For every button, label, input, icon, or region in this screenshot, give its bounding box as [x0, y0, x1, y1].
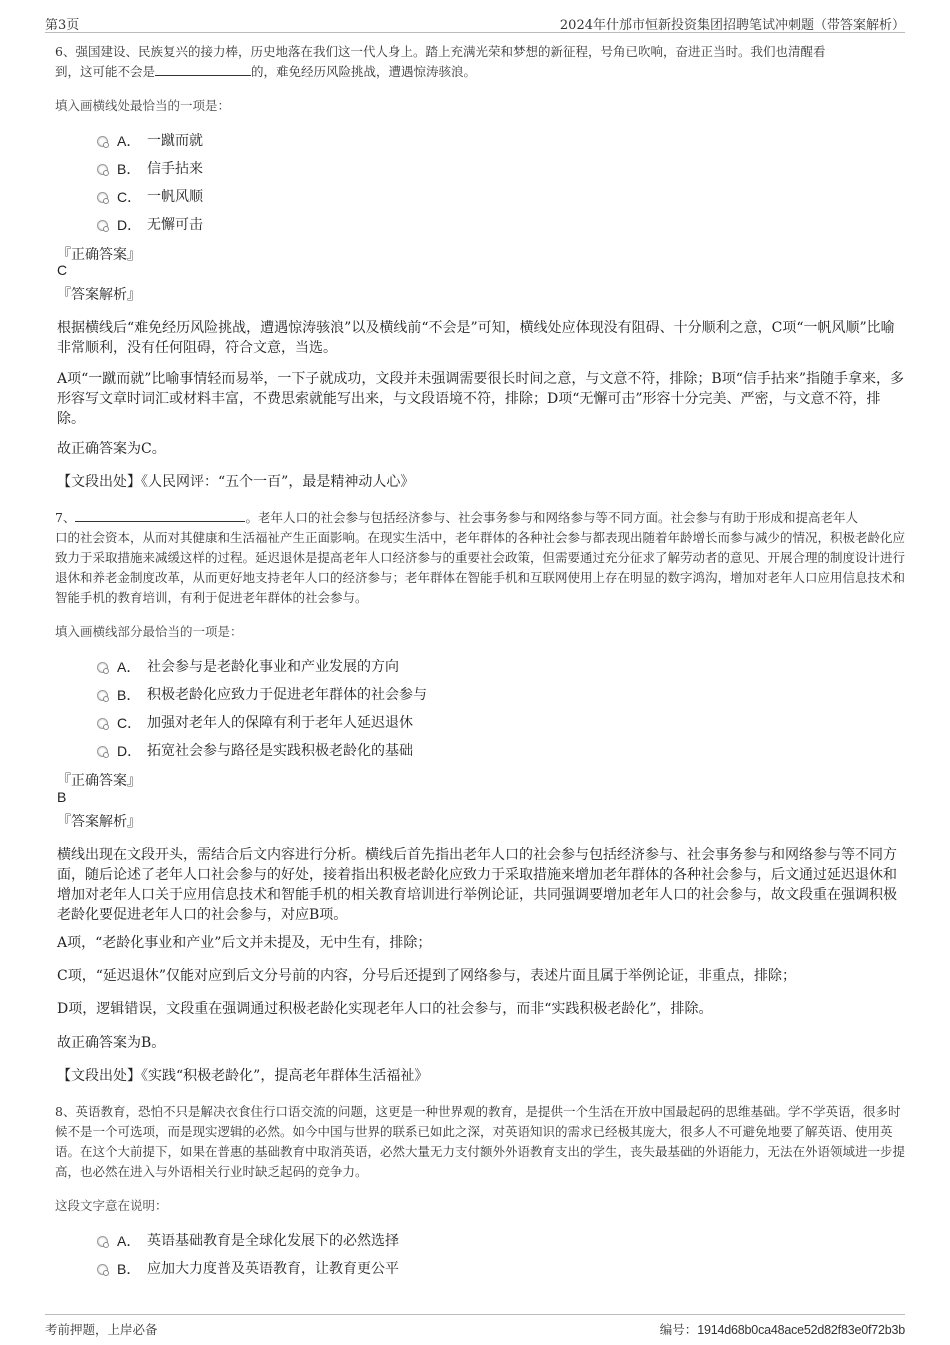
q6-analysis-p2: A项“一蹴而就”比喻事情轻而易举，一下子就成功，文段并未强调需要很长时间之意，与文意不符，排除；B项“信手拈来”指随手拿来，多形容写文章时词汇或材料丰富，不费思索就能写出来，与文段语境不符，排除；D项“无懈可击”形容十分完美、严密，与文意不符，排除。 [57, 371, 905, 427]
radio-icon[interactable] [97, 1264, 108, 1275]
radio-icon[interactable] [97, 192, 108, 203]
q7-answer: B [57, 789, 67, 805]
q7-source: 【文段出处】《实践“积极老龄化”，提高老年群体生活福祉》 [57, 1068, 429, 1084]
q8-prompt: 这段文字意在说明： [55, 1198, 168, 1213]
q6-stem [55, 42, 905, 82]
q7-stem [55, 508, 905, 608]
radio-icon[interactable] [97, 690, 108, 701]
radio-icon[interactable] [97, 718, 108, 729]
q6-analysis-p1: 根据横线后“难免经历风险挑战，遭遇惊涛骇浪”以及横线前“不会是”可知，横线处应体现没有阻碍、十分顺利之意，C项“一帆风顺”比喻非常顺利，没有任何阻碍，符合文意，当选。 [57, 320, 895, 356]
footer-slogan: 考前押题，上岸必备 [45, 1322, 158, 1337]
page-footer [45, 1314, 905, 1339]
q7-line1: 7、 。老年人口的社会参与包括经济参与、社会事务参与和网络参与等不同方面。社会参与有助于形成和提高老年人 [55, 510, 858, 525]
q7-analysis-a: A项，“老龄化事业和产业”后文并未提及，无中生有，排除； [57, 935, 432, 951]
q6-line1: 6、强国建设、民族复兴的接力棒，历史地落在我们这一代人身上。踏上充满光荣和梦想的新征程，号角已吹响，奋进正当时。我们也清醒看 [55, 44, 826, 59]
page-number: 第3页 [45, 18, 80, 33]
q7-rest: 口的社会资本，从而对其健康和生活福祉产生正面影响。在现实生活中，老年群体的各种社会参与都表现出随着年龄增长而参与减少的情况，积极老龄化应致力于采取措施来减缓这样的过程。延迟退休是提高老年人口经济参与的重要社会政策，但需要通过充分征求了解劳动者的意见、开展合理的制度设计进行退休和养老金制度改革，从而更好地支持老年人口的经济参与；老年群体在智能手机和互联网使用上存在明显的数字鸿沟，增加对老年人口应用信息技术和智能手机的教育培训，有利于促进老年群体的社会参与。 [55, 530, 906, 605]
page-header [45, 10, 905, 33]
q7-analysis-d: D项，逻辑错误，文段重在强调通过积极老龄化实现老年人口的社会参与，而非“实践积极老龄化”，排除。 [57, 1001, 713, 1017]
q6-answer-label: 『正确答案』 [57, 247, 141, 263]
footer-code: 编号：1914d68b0ca48ace52d82f83e0f72b3b [659, 1323, 905, 1337]
q7-analysis-p1: 横线出现在文段开头，需结合后文内容进行分析。横线后首先指出老年人口的社会参与包括经济参与、社会事务参与和网络参与等不同方面，随后论述了老年人口社会参与的好处，接着指出积极老龄化应致力于采取措施来增加老年群体的各种社会参与，后文通过延迟退休和增加对老年人口关于应用信息技术和智能手机的相关教育培训进行举例论证，共同强调要增加老年人口的社会参与，故文段重在强调积极老龄化要促进老年人口的社会参与，对应B项。 [57, 847, 897, 923]
q7-blank [75, 508, 245, 522]
q6-line2: 到，这可能不会是 的，难免经历风险挑战，遭遇惊涛骇浪。 [55, 64, 477, 79]
q6-answer: C [57, 262, 68, 278]
radio-icon[interactable] [97, 136, 108, 147]
q8-stem: 8、英语教育，恐怕不只是解决衣食住行口语交流的问题，这更是一种世界观的教育，是提供一个生活在开放中国最起码的思维基础。学不学英语，很多时候不是一个可选项，而是现实逻辑的必然。如今中国与世界的联系已如此之深，对英语知识的需求已经极其庞大，很多人不可避免地要了解英语、使用英语。在这个大前提下，如果在普惠的基础教育中取消英语，必然大量无力支付额外外语教育支出的学生，丧失最基础的外语能力，无法在外语领域进一步提高，也必然在进入与外语相关行业时缺乏起码的竞争力。 [55, 1104, 906, 1179]
radio-icon[interactable] [97, 164, 108, 175]
document-title: 2024年什邡市恒新投资集团招聘笔试冲刺题（带答案解析） [559, 18, 905, 33]
q6-prompt: 填入画横线处最恰当的一项是： [55, 98, 231, 113]
q6-blank [155, 62, 251, 76]
radio-icon[interactable] [97, 220, 108, 231]
radio-icon[interactable] [97, 1236, 108, 1247]
q6-source: 【文段出处】《人民网评：“五个一百”，最是精神动人心》 [57, 474, 415, 490]
q6-conclusion: 故正确答案为C。 [57, 441, 166, 457]
q6-analysis-label: 『答案解析』 [57, 287, 141, 303]
radio-icon[interactable] [97, 746, 108, 757]
q7-conclusion: 故正确答案为B。 [57, 1035, 166, 1051]
q7-answer-label: 『正确答案』 [57, 773, 141, 789]
radio-icon[interactable] [97, 662, 108, 673]
q7-analysis-label: 『答案解析』 [57, 814, 141, 830]
q7-analysis-c: C项，“延迟退休”仅能对应到后文分号前的内容，分号后还提到了网络参与，表述片面且属于举例论证，非重点，排除； [57, 968, 797, 984]
q7-prompt: 填入画横线部分最恰当的一项是： [55, 624, 243, 639]
